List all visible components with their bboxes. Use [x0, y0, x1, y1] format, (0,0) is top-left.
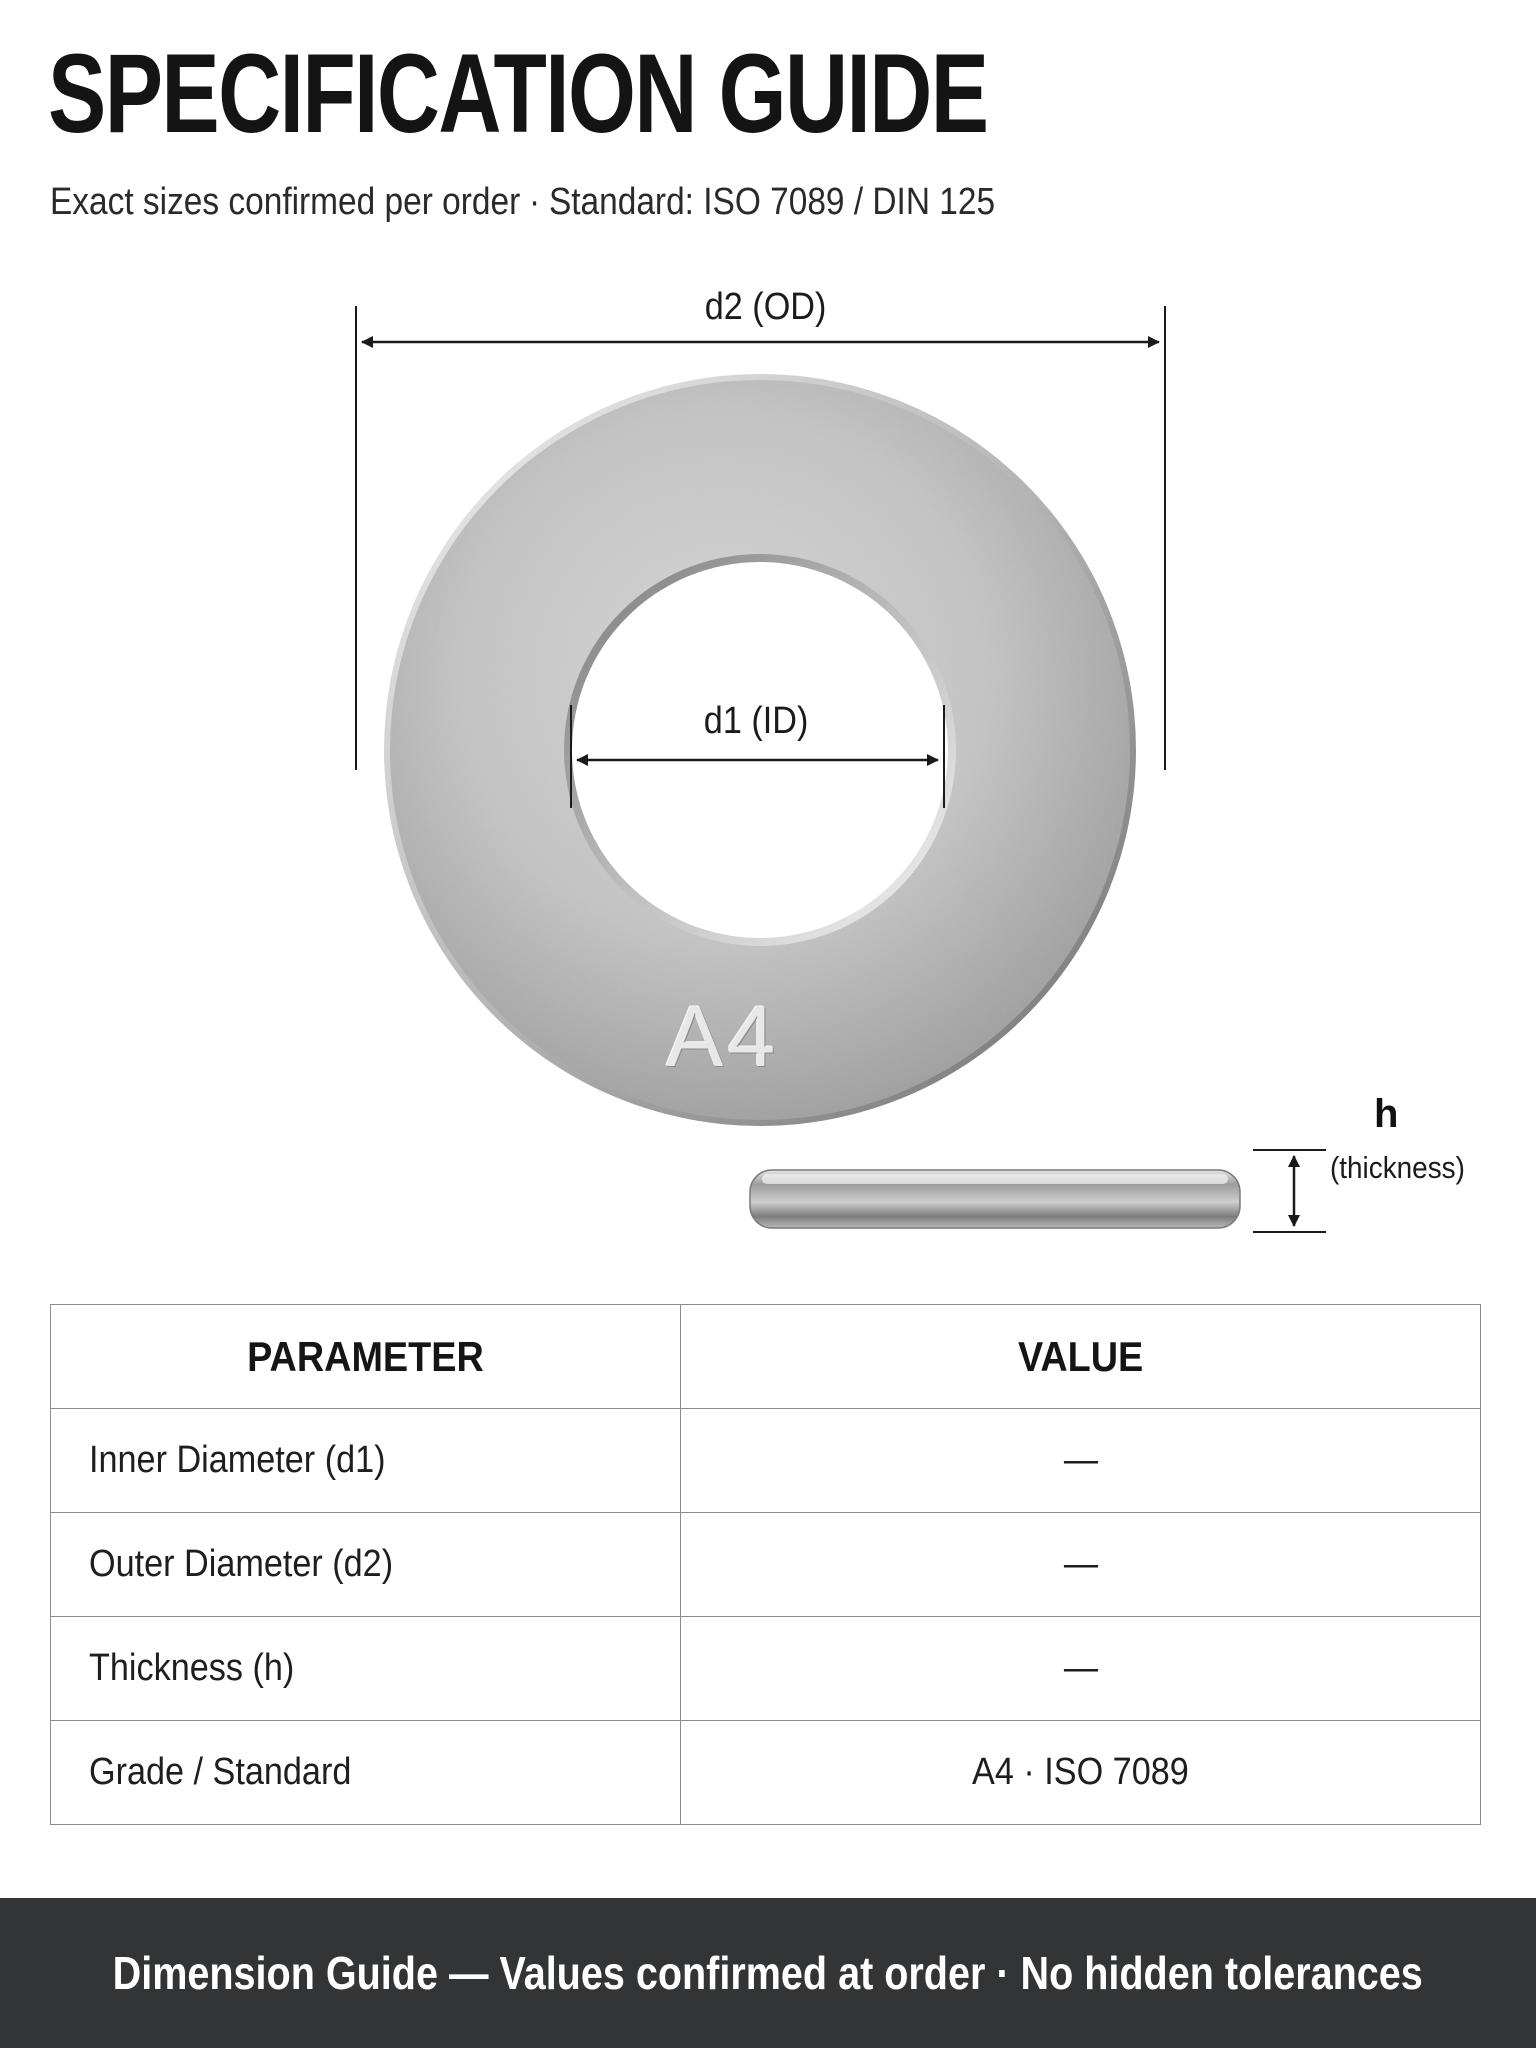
- spec-table: [50, 1304, 1481, 1825]
- h-label: h: [1374, 1092, 1399, 1136]
- value-cell: —: [681, 1409, 1481, 1513]
- id-label: d1 (ID): [703, 700, 809, 742]
- value-cell: —: [681, 1617, 1481, 1721]
- subtitle-separator: ·: [529, 181, 541, 223]
- grade-stamp: A4: [666, 989, 780, 1085]
- footer-banner: [0, 1898, 1536, 2048]
- subtitle-standard: Standard: ISO 7089 / DIN 125: [548, 181, 996, 223]
- table-header-row: [51, 1305, 1481, 1409]
- table-row: [51, 1721, 1481, 1825]
- table-row: [51, 1617, 1481, 1721]
- od-label: d2 (OD): [704, 286, 827, 328]
- footer-text: Dimension Guide — Values confirmed at order · No hidden tolerances: [112, 1947, 1424, 1999]
- h-thickness-note: (thickness): [1330, 1150, 1465, 1185]
- column-header-parameter: PARAMETER: [51, 1305, 681, 1409]
- table-row: [51, 1409, 1481, 1513]
- table-row: [51, 1513, 1481, 1617]
- value-cell: —: [681, 1513, 1481, 1617]
- subtitle-sizes-note: Exact sizes confirmed per order: [50, 181, 521, 223]
- column-header-value: VALUE: [681, 1305, 1481, 1409]
- param-cell: Grade / Standard: [51, 1721, 681, 1825]
- param-cell: Thickness (h): [51, 1617, 681, 1721]
- washer-side-view: [750, 1170, 1240, 1228]
- param-cell: Outer Diameter (d2): [51, 1513, 681, 1617]
- value-cell: A4 · ISO 7089: [681, 1721, 1481, 1825]
- page-title: SPECIFICATION GUIDE: [48, 31, 988, 156]
- param-cell: Inner Diameter (d1): [51, 1409, 681, 1513]
